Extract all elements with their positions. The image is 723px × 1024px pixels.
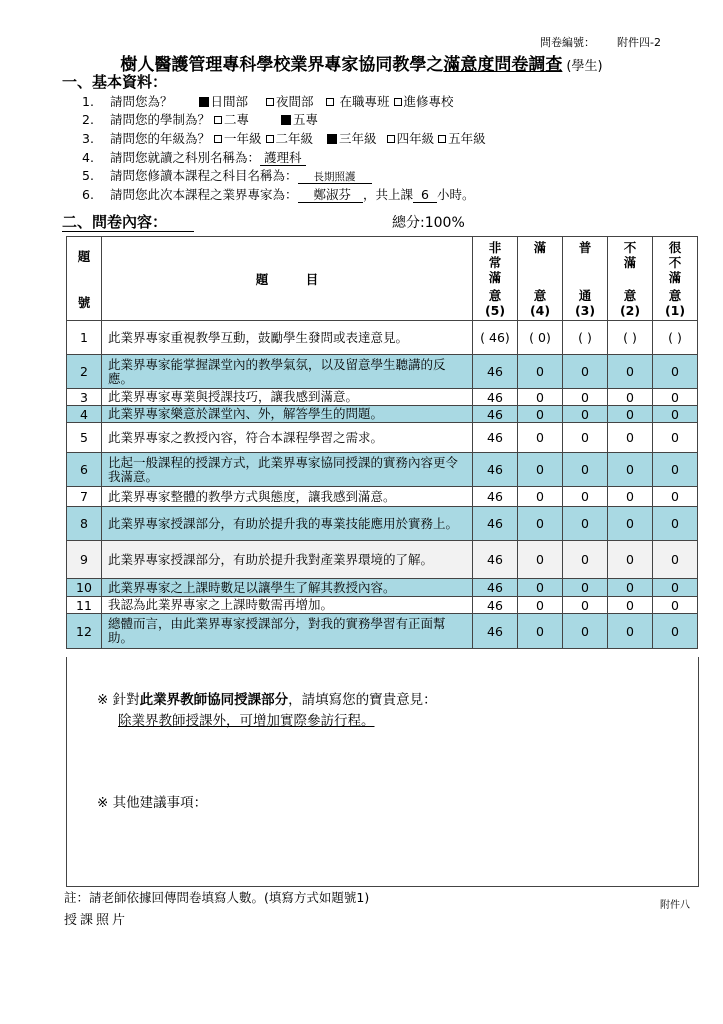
rating-count-1: 0	[653, 487, 698, 507]
title-prefix: 樹人醫護管理專科學校業界專家協同教學之	[120, 55, 444, 75]
item-question: 請問您就讀之科別名稱為：	[110, 150, 261, 165]
rating-count-3: 0	[563, 355, 608, 389]
item-no: 4.	[82, 150, 94, 165]
question-no: 3	[67, 389, 102, 406]
total-score: 總分:100%	[392, 215, 465, 231]
item-question: 請問您為？	[110, 94, 173, 109]
rating-count-2: 0	[608, 406, 653, 423]
rating-count-5: 46	[473, 406, 518, 423]
question-text: 比起一般課程的授課方式，此業界專家協同授課的實務內容更令我滿意。	[102, 453, 473, 487]
rating-count-1: 0	[653, 614, 698, 649]
question-no: 4	[67, 406, 102, 423]
rating-count-3: 0	[563, 541, 608, 579]
question-no: 8	[67, 507, 102, 541]
rating-count-4: 0	[518, 453, 563, 487]
option-label: 在職專班	[339, 94, 390, 109]
comment-question-1	[97, 688, 437, 708]
question-no: 12	[67, 614, 102, 649]
question-no: 9	[67, 541, 102, 579]
rating-count-5: ( 46)	[473, 321, 518, 355]
rating-count-3: ( )	[563, 321, 608, 355]
item-question: 請問您的年級為？	[110, 131, 211, 146]
checkbox-checked-icon[interactable]	[327, 134, 337, 144]
photo-label: 授課照片	[64, 913, 129, 928]
checkbox-icon[interactable]	[214, 135, 222, 143]
rating-count-2: 0	[608, 389, 653, 406]
question-text: 此業界專家之上課時數足以讓學生了解其教授內容。	[102, 579, 473, 597]
rating-char: 意	[488, 287, 502, 303]
rating-count-2: 0	[608, 579, 653, 597]
option-label: 二年級	[275, 131, 314, 146]
rating-count-5: 46	[473, 541, 518, 579]
item-no: 2.	[82, 112, 94, 127]
rating-char: 非	[488, 239, 502, 255]
question-text: 此業界專家授課部分，有助於提升我的專業技能應用於實務上。	[102, 507, 473, 541]
rating-count-1: 0	[653, 406, 698, 423]
rating-count-2: ( )	[608, 321, 653, 355]
rating-char: 意	[623, 287, 637, 303]
question-no: 5	[67, 423, 102, 453]
rating-count-4: 0	[518, 389, 563, 406]
checkbox-icon[interactable]	[266, 98, 274, 106]
rating-count-1: 0	[653, 453, 698, 487]
department-answer: 護理科	[260, 150, 306, 166]
table-row	[67, 355, 698, 389]
basic-item-1	[82, 92, 454, 110]
rating-count-3: 0	[563, 487, 608, 507]
rating-char: 普	[578, 239, 592, 255]
question-text: 我認為此業界專家之上課時數需再增加。	[102, 597, 473, 614]
item-question: 請問您修讀本課程之科目名稱為：	[110, 168, 298, 183]
rating-count-5: 46	[473, 453, 518, 487]
rating-count-5: 46	[473, 597, 518, 614]
rating-count-2: 0	[608, 541, 653, 579]
option-label: 四年級	[396, 131, 435, 146]
rating-count-3: 0	[563, 406, 608, 423]
basic-item-5	[82, 166, 372, 184]
header-no	[67, 237, 102, 321]
rating-count-1: 0	[653, 423, 698, 453]
table-row	[67, 541, 698, 579]
attachment-8-label: 附件八	[660, 900, 690, 911]
rating-count-1: 0	[653, 541, 698, 579]
header-no-char: 題	[77, 248, 91, 264]
table-row	[67, 453, 698, 487]
header-code	[540, 34, 661, 50]
header-rating-1	[653, 237, 698, 321]
footer-note: 註：請老師依據回傳問卷填寫人數。(填寫方式如題號1)	[64, 890, 370, 905]
item-question: 請問您的學制為？	[110, 112, 211, 127]
rating-count-2: 0	[608, 597, 653, 614]
rating-count-2: 0	[608, 355, 653, 389]
question-text: 此業界專家授課部分，有助於提升我對產業界環境的了解。	[102, 541, 473, 579]
table-row	[67, 423, 698, 453]
section-questionnaire-heading: 二、問卷內容：	[62, 213, 168, 231]
option-label: 夜間部	[276, 94, 314, 109]
basic-item-3	[82, 129, 486, 147]
heading-underline	[62, 231, 194, 232]
question-text: 此業界專家整體的教學方式與態度，讓我感到滿意。	[102, 487, 473, 507]
rating-count-3: 0	[563, 579, 608, 597]
checkbox-icon[interactable]	[214, 116, 222, 124]
basic-item-6	[82, 185, 475, 203]
question-no: 1	[67, 321, 102, 355]
questionnaire-table	[66, 236, 698, 649]
option-label: 一年級	[224, 131, 262, 146]
comment-answer-1: 除業界教師授課外，可增加實際參訪行程。	[118, 713, 375, 729]
basic-item-4	[82, 148, 306, 166]
question-no: 10	[67, 579, 102, 597]
table-row	[67, 507, 698, 541]
option-label: 日間部	[210, 94, 249, 109]
checkbox-icon[interactable]	[266, 135, 274, 143]
rating-count-1: 0	[653, 597, 698, 614]
item-no: 1.	[82, 94, 94, 109]
rating-count-5: 46	[473, 487, 518, 507]
rating-count-5: 46	[473, 355, 518, 389]
comment-bold: 此業界教師協同授課部分	[139, 692, 289, 708]
item-no: 5.	[82, 168, 94, 183]
option-label: 五專	[293, 112, 319, 127]
rating-count-3: 0	[563, 507, 608, 541]
section-basic-heading: 一、基本資料：	[62, 73, 168, 91]
item-no: 3.	[82, 131, 94, 146]
header-rating-5	[473, 237, 518, 321]
question-text: 此業界專家之教授內容，符合本課程學習之需求。	[102, 423, 473, 453]
rating-count-3: 0	[563, 389, 608, 406]
rating-char: 通	[578, 287, 592, 303]
table-row	[67, 406, 698, 423]
comment-suffix: ，請填寫您的寶貴意見：	[288, 692, 437, 708]
header-rating-3	[563, 237, 608, 321]
rating-count-5: 46	[473, 579, 518, 597]
item-no: 6.	[82, 187, 94, 202]
rating-count-3: 0	[563, 423, 608, 453]
item-text: 小時。	[437, 187, 475, 202]
rating-count-5: 46	[473, 507, 518, 541]
question-no: 6	[67, 453, 102, 487]
rating-count-2: 0	[608, 614, 653, 649]
rating-code: (4)	[529, 302, 551, 318]
rating-count-2: 0	[608, 453, 653, 487]
rating-char: 意	[533, 287, 547, 303]
rating-char: 不	[623, 239, 637, 255]
table-row	[67, 579, 698, 597]
rating-count-1: 0	[653, 579, 698, 597]
checkbox-checked-icon[interactable]	[281, 115, 291, 125]
rating-char: 常	[488, 254, 502, 270]
rating-count-4: 0	[518, 406, 563, 423]
rating-char: 滿	[668, 269, 682, 285]
rating-count-5: 46	[473, 423, 518, 453]
table-row	[67, 321, 698, 355]
table-row	[67, 389, 698, 406]
rating-code: (3)	[574, 302, 596, 318]
question-text: 總體而言，由此業界專家授課部分，對我的實務學習有正面幫助。	[102, 614, 473, 649]
expert-answer: 鄭淑芬	[298, 187, 364, 203]
rating-count-4: 0	[518, 541, 563, 579]
questionnaire-no-label: 問卷編號：	[540, 36, 595, 49]
comment-prefix: ※ 針對	[97, 692, 140, 708]
rating-count-4: 0	[518, 423, 563, 453]
rating-count-5: 46	[473, 614, 518, 649]
rating-count-2: 0	[608, 487, 653, 507]
rating-code: (5)	[484, 302, 506, 318]
table-row	[67, 614, 698, 649]
rating-code: (1)	[664, 302, 686, 318]
rating-char: 滿	[533, 239, 547, 255]
item-question: 請問您此次本課程之業界專家為：	[110, 187, 298, 202]
option-label: 五年級	[448, 131, 486, 146]
course-answer: 長期照護	[298, 171, 372, 184]
option-label: 二專	[224, 112, 250, 127]
rating-count-1: 0	[653, 355, 698, 389]
option-label: 進修專校	[403, 94, 454, 109]
item-text: ，共上課	[363, 187, 414, 202]
rating-count-4: 0	[518, 597, 563, 614]
rating-count-2: 0	[608, 507, 653, 541]
rating-count-2: 0	[608, 423, 653, 453]
checkbox-icon[interactable]	[438, 135, 446, 143]
rating-count-1: 0	[653, 389, 698, 406]
question-no: 7	[67, 487, 102, 507]
rating-count-4: 0	[518, 487, 563, 507]
checkbox-icon[interactable]	[387, 135, 395, 143]
title-audience: (學生)	[566, 59, 603, 74]
rating-char: 很	[668, 239, 682, 255]
title-underlined: 滿意度問卷調查	[443, 55, 563, 75]
table-header-row	[67, 237, 698, 321]
header-no-char: 號	[77, 294, 91, 310]
rating-count-4: 0	[518, 355, 563, 389]
rating-count-3: 0	[563, 453, 608, 487]
rating-count-3: 0	[563, 614, 608, 649]
option-label: 三年級	[339, 131, 377, 146]
rating-code: (2)	[619, 302, 641, 318]
header-rating-2	[608, 237, 653, 321]
checkbox-icon[interactable]	[394, 98, 402, 106]
rating-count-5: 46	[473, 389, 518, 406]
rating-char: 滿	[623, 254, 637, 270]
table-row	[67, 597, 698, 614]
rating-char: 不	[668, 254, 682, 270]
rating-count-4: ( 0)	[518, 321, 563, 355]
rating-count-4: 0	[518, 579, 563, 597]
attachment-label: 附件四-2	[617, 36, 661, 49]
comment-question-2: ※ 其他建議事項：	[97, 795, 208, 811]
header-rating-4	[518, 237, 563, 321]
rating-count-4: 0	[518, 614, 563, 649]
question-text: 此業界專家重視教學互動，鼓勵學生發問或表達意見。	[102, 321, 473, 355]
question-text: 此業界專家能掌握課堂內的教學氣氛，以及留意學生聽講的反應。	[102, 355, 473, 389]
rating-char: 滿	[488, 269, 502, 285]
checkbox-checked-icon[interactable]	[199, 97, 209, 107]
rating-count-1: 0	[653, 507, 698, 541]
rating-char: 意	[668, 287, 682, 303]
basic-item-2	[82, 110, 318, 128]
question-no: 11	[67, 597, 102, 614]
rating-count-3: 0	[563, 597, 608, 614]
hours-answer: 6	[413, 187, 437, 203]
question-text: 此業界專家專業與授課技巧，讓我感到滿意。	[102, 389, 473, 406]
question-text: 此業界專家樂意於課堂內、外，解答學生的問題。	[102, 406, 473, 423]
checkbox-icon[interactable]	[326, 98, 334, 106]
rating-count-1: ( )	[653, 321, 698, 355]
table-row	[67, 487, 698, 507]
header-question: 題 目	[102, 237, 473, 321]
rating-count-4: 0	[518, 507, 563, 541]
question-no: 2	[67, 355, 102, 389]
